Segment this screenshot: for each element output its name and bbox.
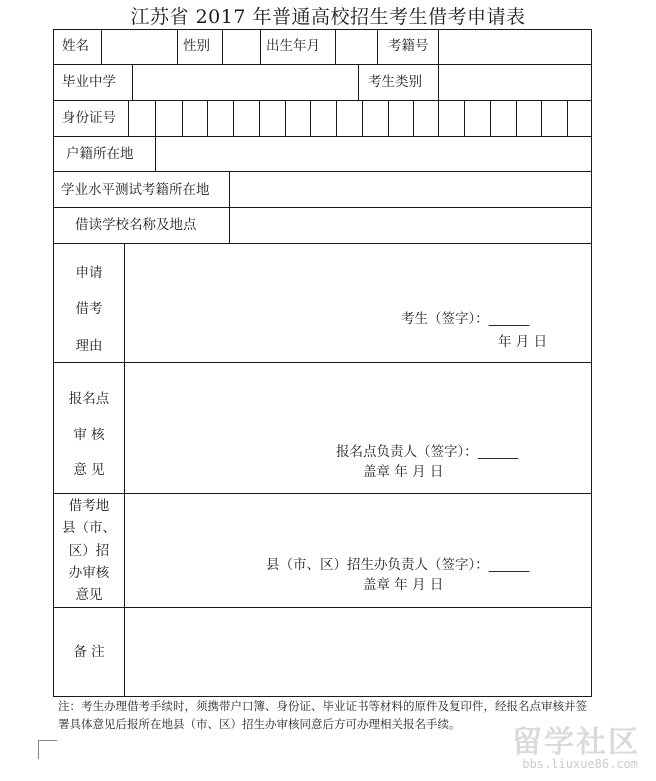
signup-signature: 报名点负责人（签字）：______ <box>336 444 519 460</box>
form-title: 江苏省 2017 年普通高校招生考生借考申请表 <box>130 6 526 28</box>
grid-line <box>53 29 592 30</box>
grid-line <box>53 493 592 494</box>
label-county-4: 办审核 <box>68 565 110 581</box>
label-county-2: 县（市、 <box>62 520 116 536</box>
grid-line <box>310 100 311 137</box>
label-id-number: 身份证号 <box>62 110 116 126</box>
grid-line <box>53 607 592 608</box>
grid-line <box>155 100 156 137</box>
label-borrow-school: 借读学校名称及地点 <box>75 217 197 233</box>
grid-line <box>128 100 129 137</box>
grid-line <box>101 29 102 65</box>
reason-date: 年 月 日 <box>498 334 548 350</box>
label-reason-3: 理由 <box>75 338 103 354</box>
grid-line <box>591 29 592 697</box>
grid-line <box>358 64 359 101</box>
grid-line <box>53 362 592 363</box>
grid-line <box>438 29 439 65</box>
grid-line <box>285 100 286 137</box>
watermark-brand: 留学社区 <box>512 725 640 760</box>
grid-line <box>377 29 378 65</box>
grid-line <box>53 243 592 244</box>
label-remark: 备 注 <box>73 644 105 660</box>
label-reason-1: 申请 <box>75 265 103 281</box>
grid-line <box>53 171 592 172</box>
grid-line <box>53 207 592 208</box>
county-date: 盖章 年 月 日 <box>363 577 444 593</box>
signup-date: 盖章 年 月 日 <box>363 464 444 480</box>
page-corner-mark <box>38 740 57 759</box>
grid-line <box>259 100 260 137</box>
grid-line <box>335 29 336 65</box>
label-signup-3: 意 见 <box>73 462 105 478</box>
label-test-place: 学业水平测试考籍所在地 <box>61 182 210 198</box>
grid-line <box>541 100 542 137</box>
watermark <box>486 717 646 777</box>
grid-line <box>222 29 223 65</box>
label-school: 毕业中学 <box>62 74 116 90</box>
grid-line <box>233 100 234 137</box>
label-county-1: 借考地 <box>68 498 110 514</box>
grid-line <box>155 136 156 172</box>
grid-line <box>413 100 414 137</box>
grid-line <box>516 100 517 137</box>
grid-line <box>207 100 208 137</box>
grid-line <box>388 100 389 137</box>
grid-line <box>362 100 363 137</box>
grid-line <box>53 136 592 137</box>
label-hukou: 户籍所在地 <box>66 146 134 162</box>
grid-line <box>490 100 491 137</box>
reason-signature: 考生（签字）：______ <box>401 311 530 327</box>
grid-line <box>124 243 125 697</box>
county-signature: 县（市、区）招生办负责人（签字）：______ <box>266 557 530 573</box>
label-signup-2: 审 核 <box>73 427 105 443</box>
grid-line <box>336 100 337 137</box>
grid-line <box>438 64 439 101</box>
grid-line <box>567 100 568 137</box>
grid-line <box>53 64 592 65</box>
label-birth: 出生年月 <box>266 38 320 54</box>
watermark-url: bbs.liuxue86.com <box>522 757 638 771</box>
grid-line <box>464 100 465 137</box>
grid-line <box>260 29 261 65</box>
label-county-3: 区）招 <box>68 543 110 559</box>
label-gender: 性别 <box>183 38 210 54</box>
label-name: 姓名 <box>62 38 89 54</box>
grid-line <box>229 171 230 244</box>
label-exam-no: 考籍号 <box>388 38 429 54</box>
label-reason-2: 借考 <box>75 301 103 317</box>
grid-line <box>177 29 178 65</box>
grid-line <box>132 64 133 101</box>
grid-line <box>53 100 592 101</box>
footnote: 注：考生办理借考手续时，须携带户口簿、身份证、毕业证书等材料的原件及复印件，经报名点审核并签署具体意见后报所在地县（市、区）招生办审核同意后方可办理相关报名手续。 <box>58 699 587 731</box>
label-county-5: 意见 <box>75 587 103 603</box>
label-signup-1: 报名点 <box>68 391 110 407</box>
label-category: 考生类别 <box>368 74 422 90</box>
grid-line <box>438 100 439 137</box>
grid-line <box>182 100 183 137</box>
